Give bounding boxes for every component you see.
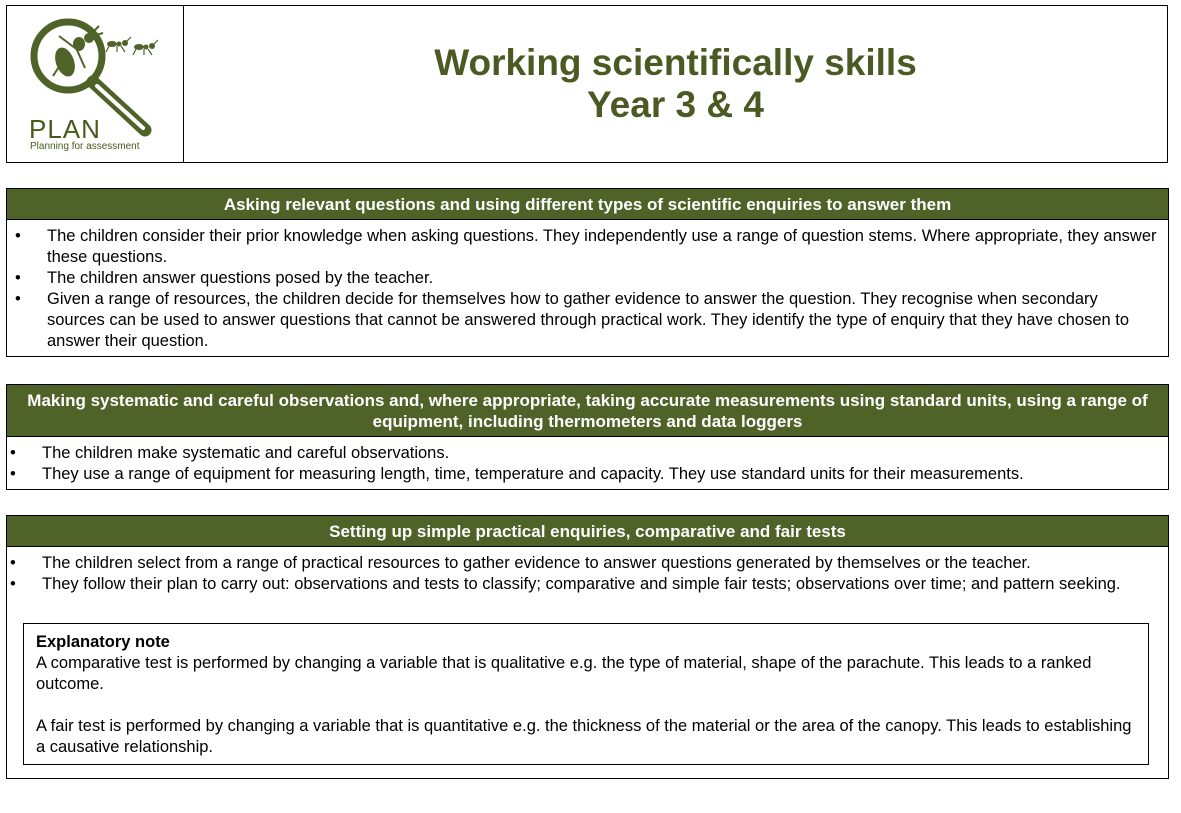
logo-tagline: Planning for assessment <box>30 141 140 152</box>
document-header <box>6 5 1168 163</box>
explanatory-note <box>23 623 1149 765</box>
section-asking-questions <box>6 188 1169 357</box>
section-heading: Asking relevant questions and using different types of scientific enquiries to answer them <box>7 189 1168 220</box>
section-heading: Setting up simple practical enquiries, comparative and fair tests <box>7 516 1168 547</box>
note-paragraph: A fair test is performed by changing a variable that is quantitative e.g. the thickness of the material or the area of the canopy. This leads to establishing a causative relationship. <box>36 717 1132 756</box>
page-title <box>184 6 1167 162</box>
bullet-list <box>7 547 1168 599</box>
section-practical-enquiries <box>6 515 1169 779</box>
list-item: • The children answer questions posed by the teacher. <box>7 268 1158 289</box>
list-item: • The children select from a range of practical resources to gather evidence to answer questions generated by themselves or the teacher. <box>7 553 1158 574</box>
list-item: • The children make systematic and careful observations. <box>7 443 1158 464</box>
bullet-list <box>7 220 1168 356</box>
list-item: • They use a range of equipment for measuring length, time, temperature and capacity. They use standard units for their measurements. <box>7 464 1158 485</box>
section-heading: Making systematic and careful observations and, where appropriate, taking accurate measurements using standard units, using a range of equipment, including thermometers and data loggers <box>7 385 1168 437</box>
section-observations <box>6 384 1169 490</box>
logo-wordmark: PLAN <box>29 114 101 144</box>
list-item: • Given a range of resources, the children decide for themselves how to gather evidence to answer the question. They recognise when secondary sources can be used to answer questions that cannot be answered through practical work. They identify the type of enquiry that they have chosen to answer their question. <box>7 289 1158 352</box>
note-paragraph: A comparative test is performed by changing a variable that is qualitative e.g. the type of material, shape of the parachute. This leads to a ranked outcome. <box>36 654 1092 693</box>
page-title-line2: Year 3 & 4 <box>587 84 764 125</box>
bullet-list <box>7 437 1168 489</box>
note-title: Explanatory note <box>36 633 170 651</box>
list-item: • They follow their plan to carry out: observations and tests to classify; comparative and simple fair tests; observations over time; and pattern seeking. <box>7 574 1158 595</box>
page-title-line1: Working scientifically skills <box>434 42 917 83</box>
plan-logo <box>7 6 184 162</box>
list-item: • The children consider their prior knowledge when asking questions. They independently use a range of question stems. Where appropriate, they answer these questions. <box>7 226 1158 268</box>
